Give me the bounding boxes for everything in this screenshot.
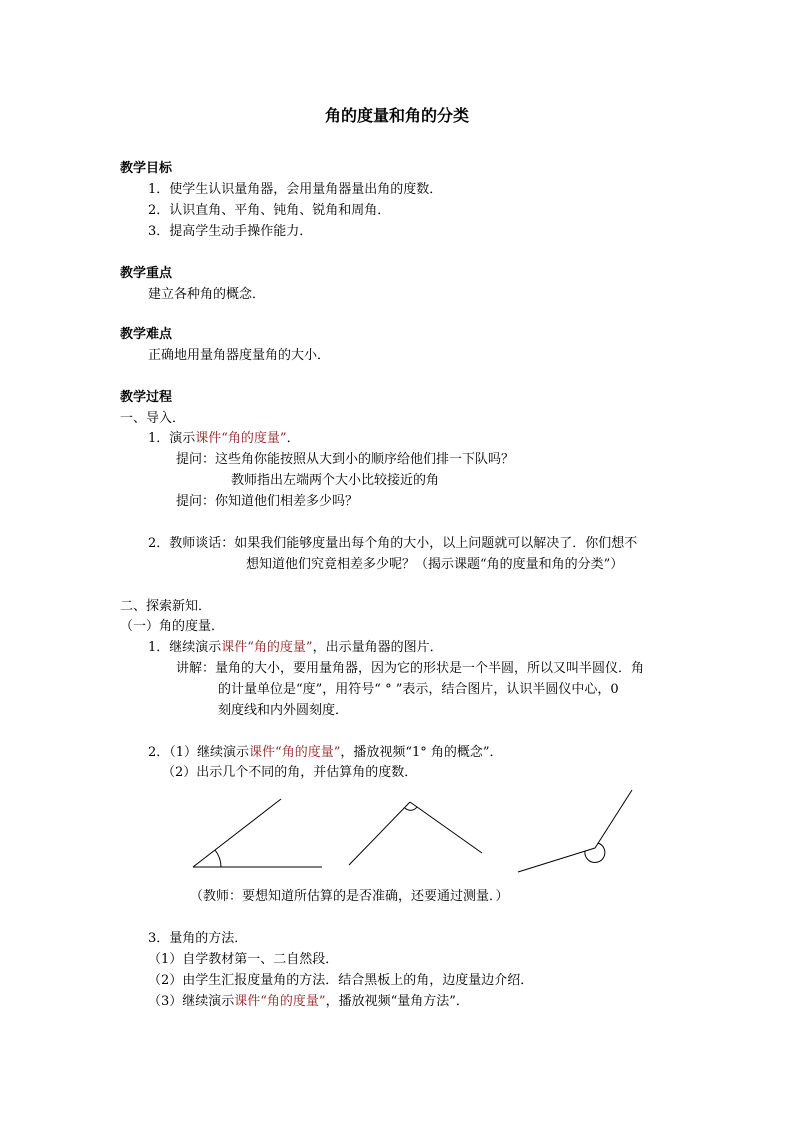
part2-item3-3 <box>148 993 469 1011</box>
part1-title: 一、导入． <box>120 411 186 426</box>
part2-item3-3-pre: （3）继续演示 <box>148 994 235 1009</box>
part2-item2b: （2）出示几个不同的角，并估算角的度数． <box>162 765 418 780</box>
part2-item3-1: （1）自学教材第一、二自然段． <box>148 952 339 967</box>
objective-item-3: 3．提高学生动手操作能力． <box>148 224 313 239</box>
explain-line-2: 的计量单位是“度”，用符号“ ° ”表示，结合图片，认识半圆仪中心，0 <box>218 682 619 697</box>
question-1: 提问：这些角你能按照从大到小的顺序给他们排一下队吗？ <box>176 452 515 467</box>
part1-item2-line2: 想知道他们究竟相差多少呢？（揭示课题“角的度量和角的分类”） <box>246 557 624 572</box>
part1-item1-pre: 1．演示 <box>148 431 196 446</box>
part2-item2a-post: ，播放视频“1° 角的概念”． <box>340 745 503 760</box>
teacher-remark: （教师：要想知道所估算的是否准确，还要通过测量．） <box>190 889 509 904</box>
courseware-link: 课件“角的度量” <box>195 431 287 446</box>
difficulty-text: 正确地用量角器度量角的大小． <box>148 348 331 363</box>
objective-item-2: 2．认识直角、平角、钝角、锐角和周角． <box>148 203 391 218</box>
objectives-heading: 教学目标 <box>120 161 173 176</box>
part2-item3: 3．量角的方法． <box>148 931 248 946</box>
part1-item2-line1: 2．教师谈话：如果我们能够度量出每个角的大小，以上问题就可以解决了．你们想不 <box>148 536 638 551</box>
courseware-link: 课件“角的度量” <box>249 745 341 760</box>
part2-item1-pre: 1．继续演示 <box>148 640 222 655</box>
angles-figure <box>0 785 794 885</box>
question-2: 提问：你知道他们相差多少吗？ <box>176 494 359 509</box>
courseware-link: 课件“角的度量” <box>221 640 313 655</box>
process-heading: 教学过程 <box>120 390 173 405</box>
part1-item1 <box>148 430 300 448</box>
part2-item3-2: （2）由学生汇报度量角的方法．结合黑板上的角，边度量边介绍． <box>148 973 534 988</box>
obtuse-angle-figure <box>349 802 482 865</box>
part2-sub1: （一）角的度量． <box>120 619 225 634</box>
explain-line-3: 刻度线和内外圆刻度． <box>218 703 349 718</box>
objective-item-1: 1．使学生认识量角器，会用量角器量出角的度数． <box>148 182 443 197</box>
acute-angle-figure <box>193 799 322 867</box>
page-title: 角的度量和角的分类 <box>324 106 469 125</box>
part1-item1-post: ． <box>286 431 300 446</box>
part2-item3-3-post: ，播放视频“量角方法”． <box>325 994 469 1009</box>
part2-item1 <box>148 639 443 657</box>
part2-item2a-pre: 2．（1）继续演示 <box>148 745 250 760</box>
courseware-link: 课件“角的度量” <box>234 994 326 1009</box>
difficulty-heading: 教学难点 <box>120 327 173 342</box>
part2-item1-post: ，出示量角器的图片． <box>312 640 443 655</box>
teacher-note: 教师指出左端两个大小比较接近的角 <box>231 473 440 488</box>
key-point-heading: 教学重点 <box>120 266 173 281</box>
explain-line-1: 讲解：量角的大小，要用量角器，因为它的形状是一个半圆，所以又叫半圆仪．角 <box>176 661 645 676</box>
part2-title: 二、探索新知． <box>120 599 212 614</box>
part2-item2a <box>148 744 503 762</box>
key-point-text: 建立各种角的概念． <box>148 287 266 302</box>
reflex-angle-figure <box>518 790 632 872</box>
